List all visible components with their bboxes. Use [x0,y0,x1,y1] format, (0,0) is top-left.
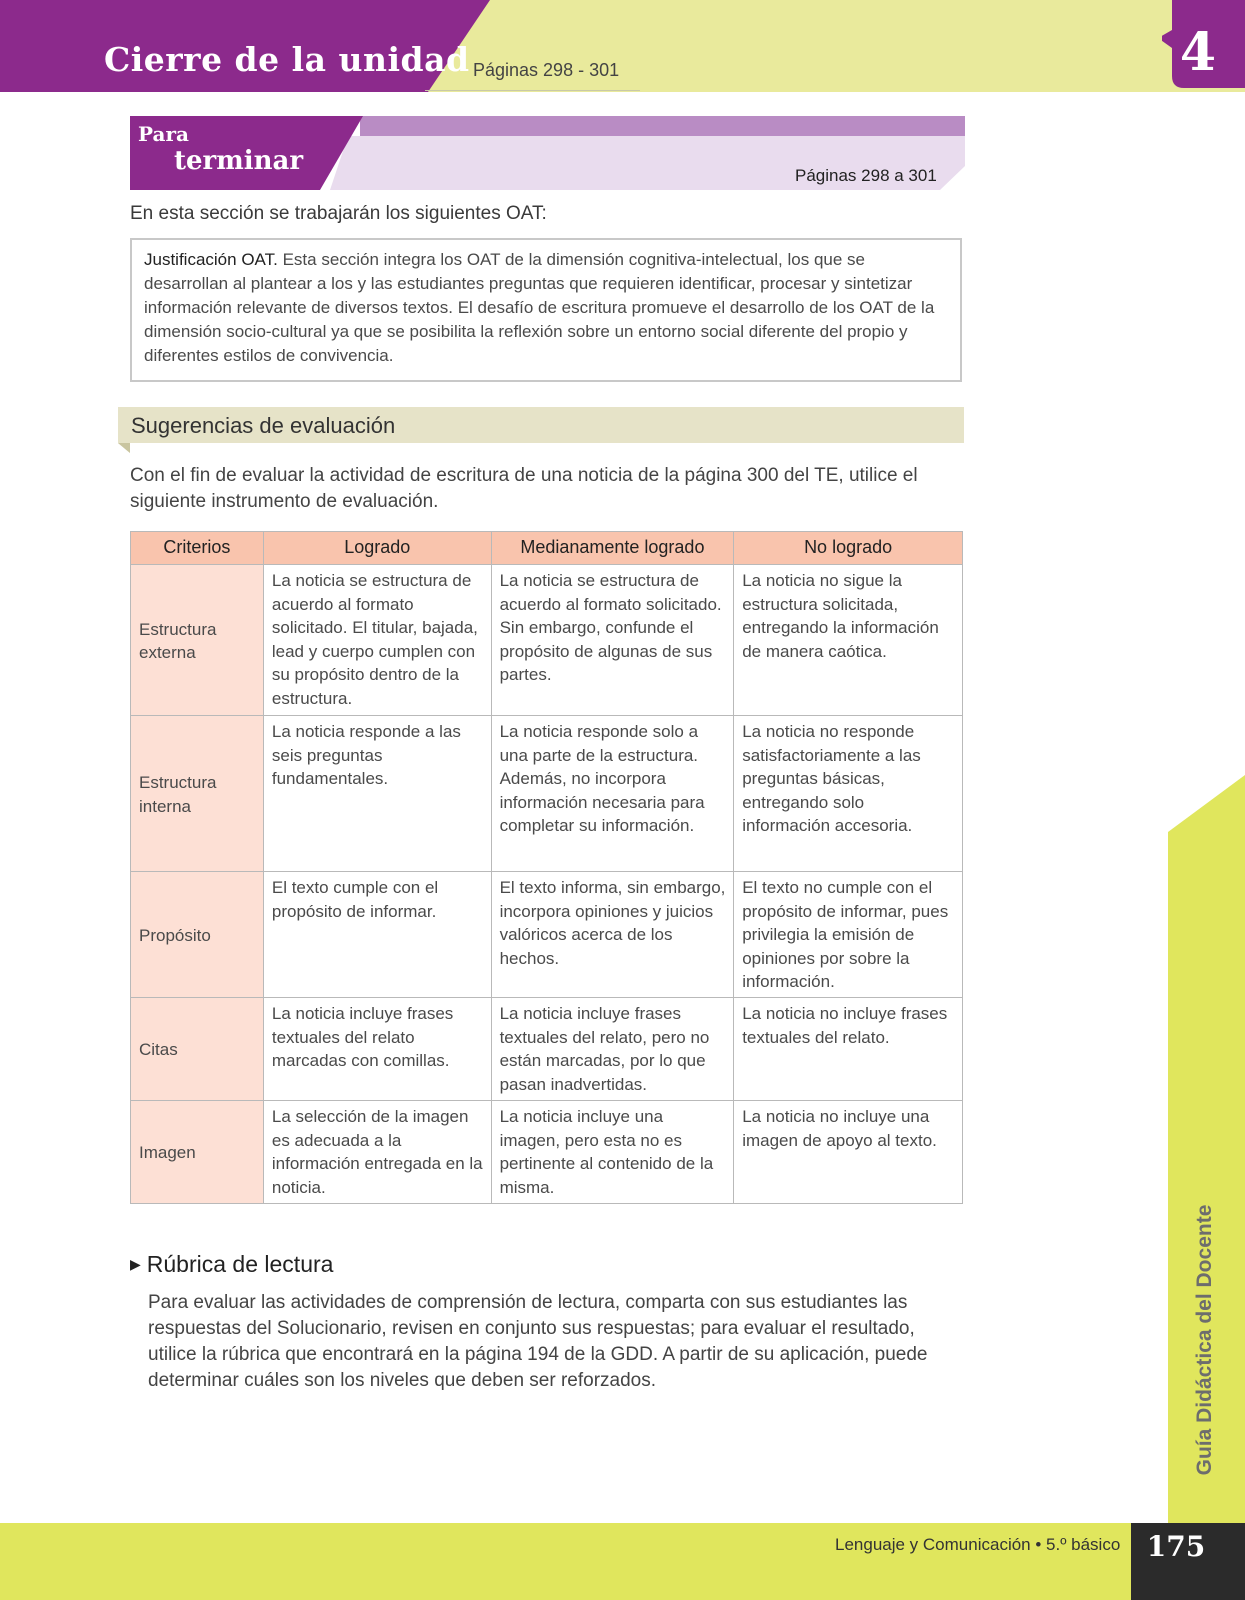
banner-pages: Páginas 298 a 301 [795,166,937,185]
medio-cell: La noticia responde solo a una parte de la estructura. Además, no incorpora información necesaria para completar su información. [491,716,734,872]
footer-subject: Lenguaje y Comunicación • 5.º básico [835,1535,1121,1554]
table-row [131,998,963,1101]
header-underline [425,90,640,91]
no-logrado-cell: La noticia no incluye una imagen de apoyo al texto. [734,1101,963,1204]
criterion-cell: Imagen [131,1101,264,1204]
logrado-cell: La noticia se estructura de acuerdo al formato solicitado. El titular, bajada, lead y cuerpo cumplen con su propósito dentro de la estructura. [263,565,491,716]
table-header-row [131,532,963,565]
rubrica-title: Rúbrica de lectura [146,1251,334,1277]
no-logrado-cell: La noticia no sigue la estructura solicitada, entregando la información de manera caótica. [734,565,963,716]
col-header-no-logrado: No logrado [734,532,963,565]
no-logrado-cell: La noticia no responde satisfactoriamente a las preguntas básicas, entregando solo información accesoria. [734,716,963,872]
header-pages: Páginas 298 - 301 [473,60,620,80]
logrado-cell: La noticia responde a las seis preguntas fundamentales. [263,716,491,872]
medio-cell: La noticia se estructura de acuerdo al formato solicitado. Sin embargo, confunde el propósito de algunas de sus partes. [491,565,734,716]
criterion-cell: Citas [131,998,264,1101]
no-logrado-cell: La noticia no incluye frases textuales del relato. [734,998,963,1101]
no-logrado-cell: El texto no cumple con el propósito de informar, pues privilegia la emisión de opiniones por sobre la información. [734,872,963,998]
rubrica-text: Para evaluar las actividades de comprensión de lectura, comparta con sus estudiantes las respuestas del Solucionario, revisen en conjunto sus respuestas; para evaluar el resultado, utilice la rúbrica que encontrará en la página 194 de la GDD. A partir de su aplicación, puede determinar cuáles son los niveles que deben ser reforzados. [148,1292,928,1391]
intro-text: En esta sección se trabajarán los siguientes OAT: [130,203,547,224]
logrado-cell: La selección de la imagen es adecuada a la información entregada en la noticia. [263,1101,491,1204]
unit-number: 4 [1179,22,1217,83]
oat-justification-box [130,238,962,382]
col-header-criterios: Criterios [131,532,264,565]
col-header-medianamente: Medianamente logrado [491,532,734,565]
unit-closing-title: Cierre de la unidad [104,40,470,79]
table-row [131,716,963,872]
table-row [131,565,963,716]
medio-cell: La noticia incluye una imagen, pero esta no es pertinente al contenido de la misma. [491,1101,734,1204]
criterion-cell: Propósito [131,872,264,998]
logrado-cell: La noticia incluye frases textuales del relato marcadas con comillas. [263,998,491,1101]
criterion-cell: Estructura externa [131,565,264,716]
banner-para: Para [138,122,189,146]
table-row [131,872,963,998]
rubrica-heading [130,1251,333,1278]
criterion-cell: Estructura interna [131,716,264,872]
oat-label: Justificación OAT. [144,250,278,269]
banner-terminar: terminar [174,146,304,176]
col-header-logrado: Logrado [263,532,491,565]
medio-cell: El texto informa, sin embargo, incorpora opiniones y juicios valóricos acerca de los hechos. [491,872,734,998]
medio-cell: La noticia incluye frases textuales del relato, pero no están marcadas, por lo que pasan inadvertidas. [491,998,734,1101]
section-title: Sugerencias de evaluación [131,413,396,438]
side-label: Guía Didáctica del Docente [1193,1204,1216,1476]
triangle-bullet-icon: ▶ [130,1256,141,1272]
evaluation-rubric-table [130,531,963,1204]
page-number: 175 [1146,1530,1206,1563]
table-row [131,1101,963,1204]
section-lead: Con el fin de evaluar la actividad de escritura de una noticia de la página 300 del TE, utilice el siguiente instrumento de evaluación. [130,465,918,512]
oat-text: Esta sección integra los OAT de la dimensión cognitiva-intelectual, los que se desarrollan al plantear a los y las estudiantes preguntas que requieren identificar, procesar y sintetizar información relevante de diversos textos. El desafío de escritura promueve el desarrollo de los OAT de la dimensión socio-cultural ya que se posibilita la reflexión sobre un entorno social diferente del propio y diferentes estilos de convivencia. [144,250,935,365]
logrado-cell: El texto cumple con el propósito de informar. [263,872,491,998]
